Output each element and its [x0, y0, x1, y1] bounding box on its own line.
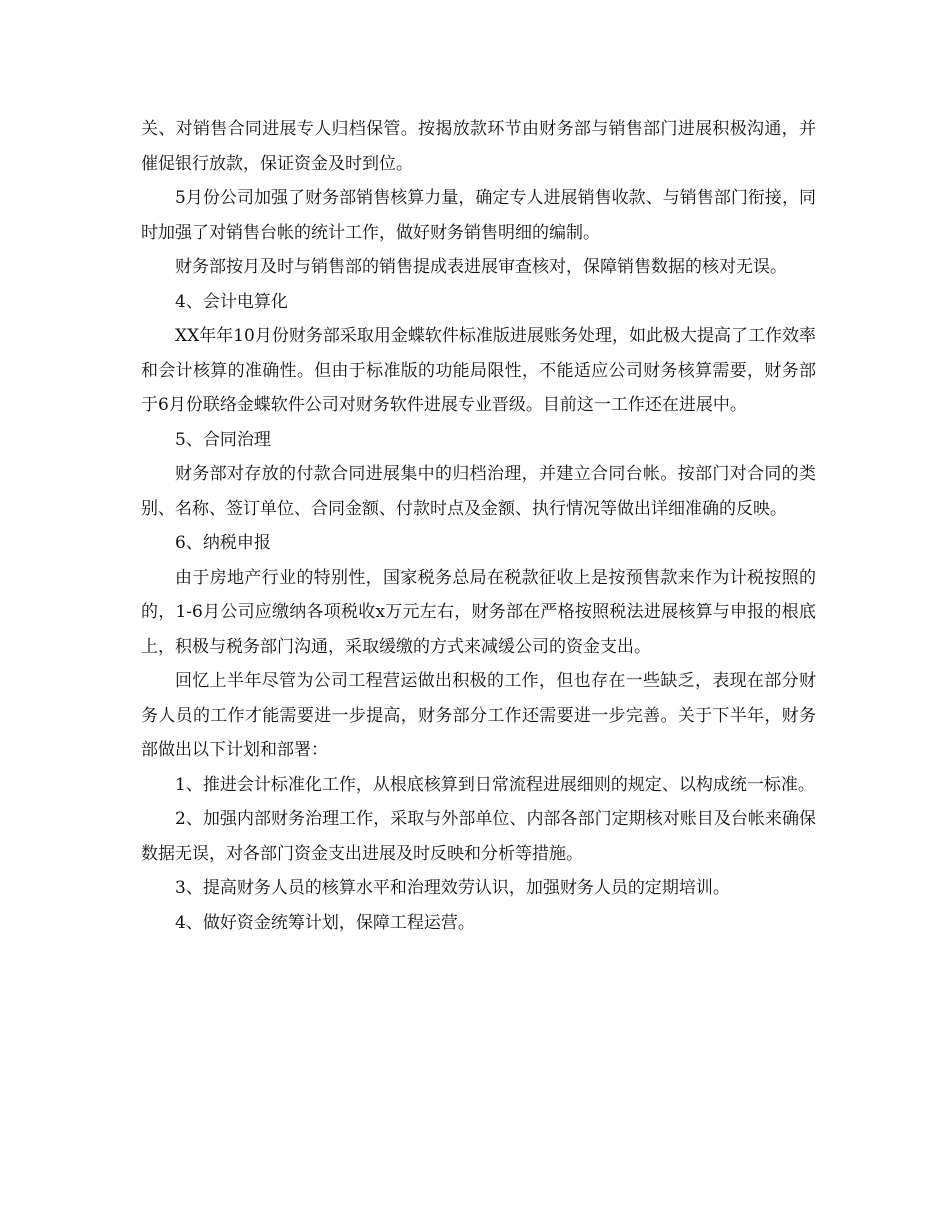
plan-item-fund-planning: 4、做好资金统筹计划，保障工程运营。 — [175, 912, 475, 933]
paragraph-contract-ledger: 财务部对存放的付款合同进展集中的归档治理，并建立合同台帐。按部门对合同的类别、名称、签订单位、合同金额、付款时点及金额、执行情况等做出详细准确的反映。 — [141, 464, 816, 519]
paragraph-sales-commission-review: 财务部按月及时与销售部的销售提成表进展审查核对，保障销售数据的核对无误。 — [175, 257, 787, 277]
paragraph-half-year-review: 回忆上半年尽管为公司工程营运做出积极的工作，但也存在一些缺乏，表现在部分财务人员的工作才能需要进一步提高，财务部分工作还需要进一步完善。关于下半年，财务部做出以下计划和部署： — [141, 671, 816, 760]
paragraph-kingdee-software: XX年年10月份财务部采取用金蝶软件标准版进展账务处理，如此极大提高了工作效率和会计核算的准确性。但由于标准版的功能局限性，不能适应公司财务核算需要，财务部于6月份联络金蝶软件公司对财务软件进展专业晋级。目前这一工作还在进展中。 — [141, 326, 816, 415]
plan-item-standardization: 1、推进会计标准化工作，从根底核算到日常流程进展细则的规定、以构成统一标准。 — [175, 774, 815, 795]
section-heading-tax-filing: 6、纳税申报 — [175, 533, 271, 553]
paragraph-sales-accounting: 5月份公司加强了财务部销售核算力量，确定专人进展销售收款、与销售部门衔接，同时加强了对销售台帐的统计工作，做好财务销售明细的编制。 — [141, 188, 816, 243]
section-heading-contract-management: 5、合同治理 — [175, 429, 271, 450]
paragraph-sales-contract-archive: 关、对销售合同进展专人归档保管。按揭放款环节由财务部与销售部门进展积极沟通，并催促银行放款，保证资金及时到位。 — [141, 119, 816, 174]
plan-item-internal-management: 2、加强内部财务治理工作，采取与外部单位、内部各部门定期核对账目及台帐来确保数据无误，对各部门资金支出进展及时反映和分析等措施。 — [141, 809, 816, 864]
section-heading-computerized-accounting: 4、会计电算化 — [175, 291, 288, 312]
plan-item-staff-training: 3、提高财务人员的核算水平和治理效劳认识，加强财务人员的定期培训。 — [175, 878, 730, 898]
document-body — [141, 112, 816, 940]
paragraph-tax-collection: 由于房地产行业的特别性，国家税务总局在税款征收上是按预售款来作为计税按照的的，1-6月公司应缴纳各项税收x万元左右，财务部在严格按照税法进展核算与申报的根底上，积极与税务部门沟通，采取缓缴的方式来减缓公司的资金支出。 — [141, 567, 816, 657]
